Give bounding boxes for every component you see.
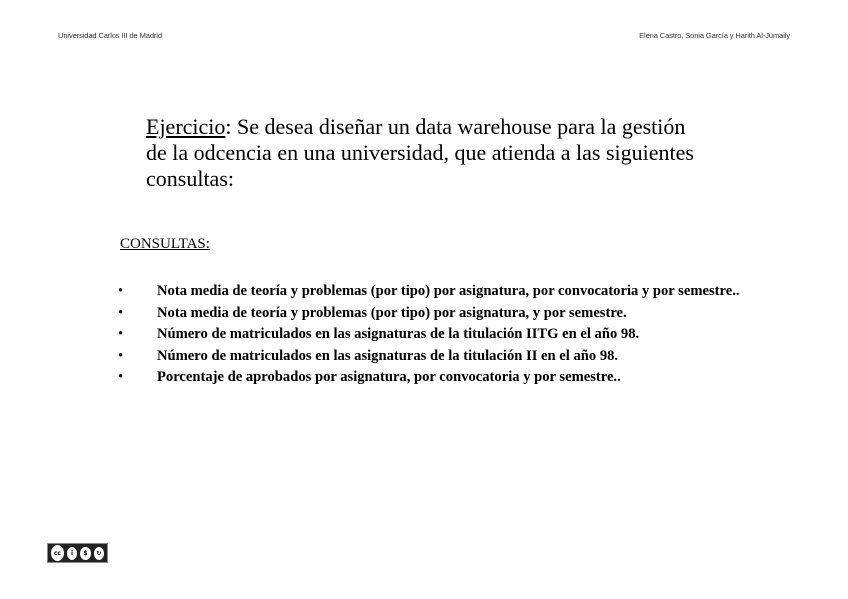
- list-item: [118, 303, 798, 325]
- exercise-statement: [146, 114, 706, 192]
- list-item-text: Nota media de teoría y problemas (por tipo) por asignatura, y por semestre.: [157, 304, 627, 321]
- sa-icon: ↻: [93, 546, 105, 561]
- bullet: •: [118, 304, 124, 321]
- exercise-label: Ejercicio: [146, 114, 226, 139]
- header-authors: Elena Castro, Sonia García y Harith Al-Jumaily: [639, 31, 790, 40]
- list-item-text: Número de matriculados en las asignaturas de la titulación II en el año 98.: [157, 347, 619, 364]
- bullet: •: [118, 347, 124, 364]
- list-item: [118, 324, 798, 346]
- list-item-text: Nota media de teoría y problemas (por tipo) por asignatura, por convocatoria y por semestre..: [157, 283, 740, 299]
- list-item: [118, 367, 798, 389]
- by-icon: i: [66, 546, 78, 561]
- cc-by-nc-sa-icon: [47, 543, 108, 563]
- list-item: [118, 281, 798, 303]
- exercise-text: : Se desea diseñar un data warehouse para la gestión de la odcencia en una universidad, que atienda a las siguientes consultas:: [146, 114, 694, 191]
- consultas-heading: CONSULTAS:: [120, 236, 210, 252]
- bullet: •: [118, 283, 124, 299]
- bullet: •: [118, 369, 124, 385]
- nc-icon: $: [79, 546, 91, 561]
- list-item-text: Porcentaje de aprobados por asignatura, por convocatoria y por semestre..: [157, 369, 621, 385]
- consultas-list: [118, 281, 798, 389]
- header-institution: Universidad Carlos III de Madrid: [58, 31, 162, 40]
- list-item-text: Número de matriculados en las asignaturas de la titulación IITG en el año 98.: [157, 326, 640, 342]
- cc-icon: cc: [50, 544, 65, 562]
- bullet: •: [118, 326, 124, 342]
- list-item: [118, 346, 798, 368]
